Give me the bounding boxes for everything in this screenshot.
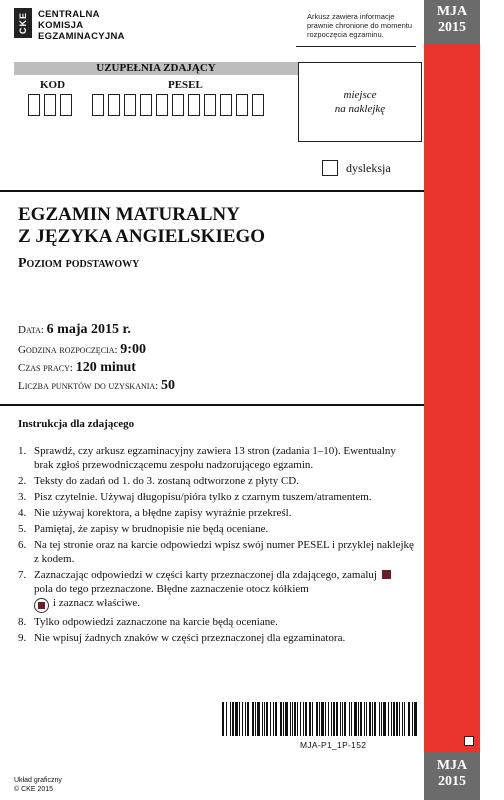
pesel-cell[interactable] bbox=[172, 94, 184, 116]
kod-input[interactable] bbox=[28, 94, 72, 116]
barcode-bar bbox=[369, 702, 371, 736]
barcode-bar bbox=[242, 702, 243, 736]
barcode-bar bbox=[235, 702, 238, 736]
dyslexia-checkbox[interactable] bbox=[322, 160, 338, 176]
logo-line: EGZAMINACYJNA bbox=[38, 31, 125, 42]
pesel-input[interactable] bbox=[92, 94, 264, 116]
list-item: 8. Tylko odpowiedzi zaznaczone na karcie będą oceniane. bbox=[18, 616, 278, 628]
barcode-bar bbox=[316, 702, 318, 736]
exam-code-line1: MJA bbox=[436, 758, 468, 773]
instruction-text: Teksty do zadań od 1. do 3. zostaną odtworzone z płyty CD. bbox=[34, 475, 300, 487]
exam-level: Poziom podstawowy bbox=[18, 256, 140, 271]
circled-square-icon bbox=[34, 598, 49, 613]
kod-cell[interactable] bbox=[28, 94, 40, 116]
instructions-list bbox=[18, 444, 414, 647]
barcode-bar bbox=[270, 702, 271, 736]
instruction-text: Tylko odpowiedzi zaznaczone na karcie będą oceniane. bbox=[34, 616, 278, 628]
instruction-text: Nie wpisuj żadnych znaków w części przeznaczonej dla egzaminatora. bbox=[34, 632, 346, 644]
pesel-cell[interactable] bbox=[156, 94, 168, 116]
start-label: Godzina rozpoczęcia: bbox=[18, 344, 121, 356]
barcode-bar bbox=[404, 702, 405, 736]
pesel-cell[interactable] bbox=[204, 94, 216, 116]
legal-notice: Arkusz zawiera informacje prawnie chronione do momentu rozpoczęcia egzaminu. bbox=[307, 12, 413, 39]
barcode-bar bbox=[266, 702, 268, 736]
barcode-bar bbox=[245, 702, 246, 736]
pesel-cell[interactable] bbox=[220, 94, 232, 116]
exam-title-line1: EGZAMIN MATURALNY bbox=[18, 204, 240, 225]
exam-title-line2: Z JĘZYKA ANGIELSKIEGO bbox=[18, 226, 266, 247]
barcode-bar bbox=[294, 702, 296, 736]
barcode-bar bbox=[325, 702, 326, 736]
footer-line1: Układ graficzny bbox=[14, 777, 62, 784]
barcode-bar bbox=[275, 702, 277, 736]
barcode-bar bbox=[383, 702, 386, 736]
barcode-bar bbox=[319, 702, 320, 736]
footer-line2: © CKE 2015 bbox=[14, 786, 54, 793]
barcode-bar bbox=[360, 702, 362, 736]
barcode-bar bbox=[374, 702, 376, 736]
points-label: Liczba punktów do uzyskania: bbox=[18, 380, 161, 392]
barcode-bar bbox=[388, 702, 389, 736]
pesel-label: PESEL bbox=[168, 79, 203, 91]
barcode-bar bbox=[402, 702, 403, 736]
pesel-cell[interactable] bbox=[236, 94, 248, 116]
footer bbox=[14, 776, 62, 794]
instruction-text: Sprawdź, czy arkusz egzaminacyjny zawiera 13 stron (zadania 1–10). Ewentualny brak zgłoś przewodniczącemu zespołu nadzorującego egzamin. bbox=[34, 445, 396, 471]
start-value: 9:00 bbox=[120, 342, 146, 357]
points-value: 50 bbox=[161, 378, 175, 393]
barcode-bar bbox=[328, 702, 329, 736]
instruction-text: Zaznaczając odpowiedzi w części karty przeznaczonej dla zdającego, zamaluj bbox=[34, 569, 377, 581]
barcode-bar bbox=[331, 702, 332, 736]
barcode-bar bbox=[321, 702, 324, 736]
barcode-bar bbox=[340, 702, 341, 736]
exam-code-line2: 2015 bbox=[438, 20, 466, 35]
pesel-cell[interactable] bbox=[252, 94, 264, 116]
barcode-bar bbox=[303, 702, 304, 736]
barcode-bar bbox=[232, 702, 234, 736]
pesel-cell[interactable] bbox=[92, 94, 104, 116]
exam-code-line1: MJA bbox=[436, 4, 468, 19]
barcode-bar bbox=[366, 702, 367, 736]
barcode-bar bbox=[297, 702, 298, 736]
kod-cell[interactable] bbox=[44, 94, 56, 116]
barcode-bar bbox=[285, 702, 288, 736]
exam-start-time bbox=[18, 342, 146, 358]
instruction-text: Na tej stronie oraz na karcie odpowiedzi wpisz swój numer PESEL i przyklej naklejkę z kodem. bbox=[34, 539, 414, 565]
barcode-bar bbox=[342, 702, 343, 736]
barcode-bar bbox=[283, 702, 284, 736]
divider bbox=[0, 190, 424, 192]
barcode-bar bbox=[280, 702, 282, 736]
cke-logo-text bbox=[38, 9, 125, 42]
dyslexia-label: dysleksja bbox=[346, 161, 391, 175]
barcode-bar bbox=[408, 702, 410, 736]
instruction-text: Pamiętaj, że zapisy w brudnopisie nie będą oceniane. bbox=[34, 523, 269, 535]
barcode-bar bbox=[230, 702, 231, 736]
exam-points bbox=[18, 378, 175, 394]
instruction-text: i zaznacz właściwe. bbox=[53, 597, 141, 609]
logo-line: CENTRALNA bbox=[38, 9, 100, 20]
barcode-bar bbox=[312, 702, 313, 736]
kod-label: KOD bbox=[40, 79, 66, 91]
barcode-bar bbox=[372, 702, 373, 736]
list-item: 4. Nie używaj korektora, a błędne zapisy wyraźnie przekreśl. bbox=[18, 507, 292, 519]
list-item: 6. Na tej stronie oraz na karcie odpowiedzi wpisz swój numer PESEL i przyklej naklejkę z kodem. bbox=[18, 539, 414, 565]
barcode-bar bbox=[247, 702, 249, 736]
corner-marker bbox=[464, 736, 474, 746]
barcode-bar bbox=[290, 702, 291, 736]
list-item: 2. Teksty do zadań od 1. do 3. zostaną odtworzone z płyty CD. bbox=[18, 475, 300, 487]
filled-square-icon bbox=[382, 570, 391, 579]
time-label: Czas pracy: bbox=[18, 362, 76, 374]
exam-duration bbox=[18, 360, 136, 376]
barcode-bar bbox=[358, 702, 359, 736]
divider bbox=[0, 404, 424, 406]
barcode-bar bbox=[257, 702, 260, 736]
barcode-bar bbox=[396, 702, 398, 736]
sticker-line1: miejsce bbox=[343, 89, 377, 101]
barcode-bar bbox=[412, 702, 413, 736]
date-value: 6 maja 2015 r. bbox=[46, 322, 131, 337]
instruction-text: pola do tego przeznaczone. Błędne zaznaczenie otocz kółkiem bbox=[34, 583, 309, 595]
list-item: 9. Nie wpisuj żadnych znaków w części przeznaczonej dla egzaminatora. bbox=[18, 632, 346, 644]
barcode-bar bbox=[391, 702, 392, 736]
list-item: 7. Zaznaczając odpowiedzi w części karty przeznaczonej dla zdającego, zamaluj pola do tego przeznaczone. Błędne zaznaczenie otocz kółkiem i zaznacz właściwe. bbox=[18, 568, 414, 613]
barcode-bar bbox=[344, 702, 346, 736]
barcode-bar bbox=[309, 702, 311, 736]
exam-code-top bbox=[424, 0, 480, 44]
barcode-bar bbox=[364, 702, 365, 736]
exam-code-bottom bbox=[424, 752, 480, 800]
kod-cell[interactable] bbox=[60, 94, 72, 116]
barcode-bar bbox=[414, 702, 417, 736]
barcode-bar bbox=[354, 702, 357, 736]
exam-date bbox=[18, 322, 131, 338]
barcode-bar bbox=[273, 702, 274, 736]
date-label: Data: bbox=[18, 324, 47, 336]
logo-line: KOMISJA bbox=[38, 20, 84, 31]
list-item: 3. Pisz czytelnie. Używaj długopisu/pióra tylko z czarnym tuszem/atramentem. bbox=[18, 491, 372, 503]
barcode-bar bbox=[300, 702, 301, 736]
list-item: 1. Sprawdź, czy arkusz egzaminacyjny zawiera 13 stron (zadania 1–10). Ewentualny brak zgłoś przewodniczącemu zespołu nadzorującego egzamin. bbox=[18, 445, 396, 471]
barcode-bar bbox=[222, 702, 224, 736]
cke-logo-icon: CKE bbox=[14, 8, 32, 38]
barcode-label: MJA-P1_1P-152 bbox=[300, 740, 367, 750]
barcode-bar bbox=[252, 702, 254, 736]
barcode-bar bbox=[262, 702, 263, 736]
barcode-bar bbox=[305, 702, 307, 736]
instruction-text: Nie używaj korektora, a błędne zapisy wyraźnie przekreśl. bbox=[34, 507, 292, 519]
pesel-cell[interactable] bbox=[124, 94, 136, 116]
barcode-bar bbox=[292, 702, 293, 736]
time-value: 120 minut bbox=[75, 360, 136, 375]
instruction-text: Pisz czytelnie. Używaj długopisu/pióra tylko z czarnym tuszem/atramentem. bbox=[34, 491, 372, 503]
barcode-bar bbox=[226, 702, 227, 736]
barcode-bar bbox=[351, 702, 352, 736]
barcode-bar bbox=[336, 702, 338, 736]
instructions-heading: Instrukcja dla zdającego bbox=[18, 418, 135, 430]
pesel-cell[interactable] bbox=[108, 94, 120, 116]
pesel-cell[interactable] bbox=[188, 94, 200, 116]
barcode-bar bbox=[379, 702, 380, 736]
barcode-bar bbox=[333, 702, 335, 736]
red-side-strip bbox=[424, 0, 480, 800]
exam-code-line2: 2015 bbox=[438, 774, 466, 789]
sticker-area bbox=[298, 62, 422, 142]
candidate-fill-header: UZUPEŁNIA ZDAJĄCY bbox=[14, 62, 298, 75]
list-item: 5. Pamiętaj, że zapisy w brudnopisie nie będą oceniane. bbox=[18, 523, 269, 535]
barcode-bar bbox=[393, 702, 395, 736]
barcode-bar bbox=[264, 702, 265, 736]
sticker-line2: na naklejkę bbox=[334, 103, 386, 115]
barcode-bar bbox=[399, 702, 400, 736]
barcode-bar bbox=[381, 702, 382, 736]
notice-underline bbox=[296, 46, 416, 47]
barcode-bar bbox=[239, 702, 240, 736]
exam-title bbox=[18, 204, 265, 248]
barcode-bar bbox=[255, 702, 256, 736]
pesel-cell[interactable] bbox=[140, 94, 152, 116]
barcode-bar bbox=[349, 702, 350, 736]
barcode bbox=[222, 702, 418, 736]
